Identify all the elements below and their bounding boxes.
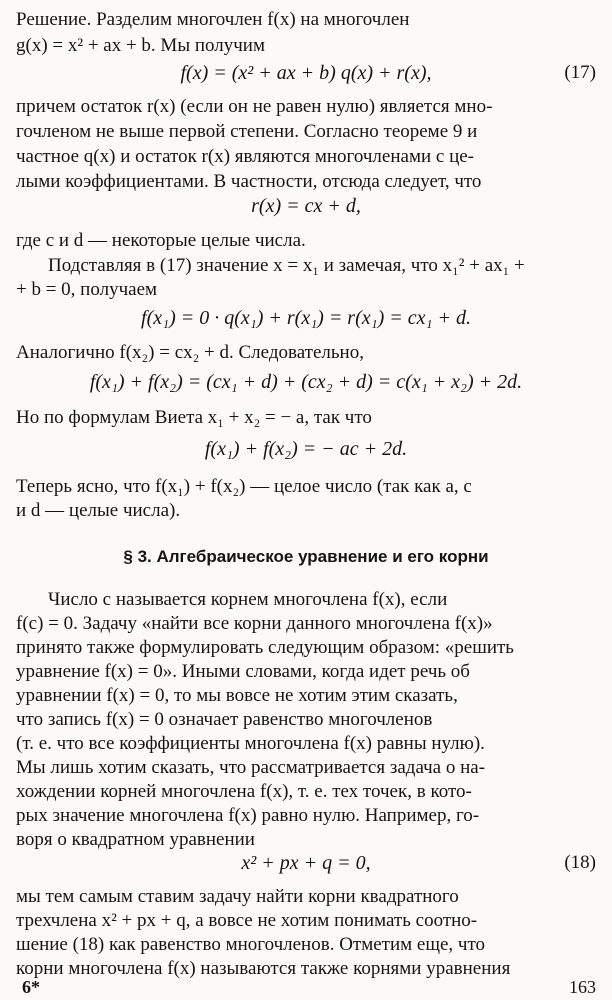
signature-mark: 6* [22,977,40,997]
text-line: Аналогично f(x₂) = cx₂ + d. Следовательно, [16,342,364,363]
text-line: шение (18) как равенство многочленов. Отметим еще, что [16,934,486,955]
text-line: Решение. Разделим многочлен f(x) на многочлен [16,9,410,30]
text-line: Мы лишь хотим сказать, что рассматривается задача о на- [16,757,486,778]
formula-sum: f(x₁) + f(x₂) = (cx₁ + d) + (cx₂ + d) = c(x₁ + x₂) + 2d. [89,371,523,393]
text-line: g(x) = x² + ax + b. Мы получим [16,35,265,56]
text-line: Но по формулам Виета x₁ + x₂ = − a, так что [16,407,372,428]
text-line: корни многочлена f(x) называются также корнями уравнения [16,958,511,979]
text-line: причем остаток r(x) (если он не равен нулю) является мно- [16,96,493,117]
text-line: принято также формулировать следующим образом: «решить [16,637,514,658]
equation-number-17: (17) [564,62,596,83]
text-line: уравнении f(x) = 0, то мы вовсе не хотим этим сказать, [16,685,458,706]
text-line: Число c называется корнем многочлена f(x), если [48,589,448,610]
text-line: + b = 0, получаем [16,279,158,300]
text-line: где c и d — некоторые целые числа. [16,230,306,251]
text-line: что запись f(x) = 0 означает равенство многочленов [16,709,433,730]
formula-17: f(x) = (x² + ax + b) q(x) + r(x), [180,62,432,84]
formula-18: x² + px + q = 0, [241,852,371,874]
formula-r: r(x) = cx + d, [251,195,361,217]
page-number: 163 [569,977,596,997]
equation-number-18: (18) [564,852,596,873]
text-line: гочленом не выше первой степени. Согласно теореме 9 и [16,121,478,142]
text-line: Подставляя в (17) значение x = x₁ и замечая, что x₁² + ax₁ + [48,255,525,276]
text-line: мы тем самым ставим задачу найти корни квадратного [16,886,459,907]
text-line: хождении корней многочлена f(x), т. е. тех точек, в кото- [16,781,472,802]
text-line: Теперь ясно, что f(x₁) + f(x₂) — целое число (так как a, c [16,476,472,497]
text-line: трехчлена x² + px + q, а вовсе не хотим понимать соотно- [16,910,478,931]
text-line: частное q(x) и остаток r(x) являются многочленами с це- [16,146,475,167]
text-line: уравнение f(x) = 0». Иными словами, когда идет речь об [16,661,470,682]
text-line: и d — целые числа). [16,500,181,521]
text-line: f(c) = 0. Задачу «найти все корни данного многочлена f(x)» [16,613,493,634]
section-heading: § 3. Алгебраическое уравнение и его корни [123,547,489,566]
text-line: рых значение многочлена f(x) равно нулю. Например, го- [16,805,480,826]
text-line: (т. е. что все коэффициенты многочлена f(x) равны нулю). [16,733,485,754]
text-line: лыми коэффициентами. В частности, отсюда следует, что [16,171,482,192]
formula-viet: f(x₁) + f(x₂) = − ac + 2d. [204,438,408,460]
text-line: воря о квадратном уравнении [16,829,255,850]
formula-x1: f(x₁) = 0 · q(x₁) + r(x₁) = r(x₁) = cx₁ + d. [141,307,471,329]
